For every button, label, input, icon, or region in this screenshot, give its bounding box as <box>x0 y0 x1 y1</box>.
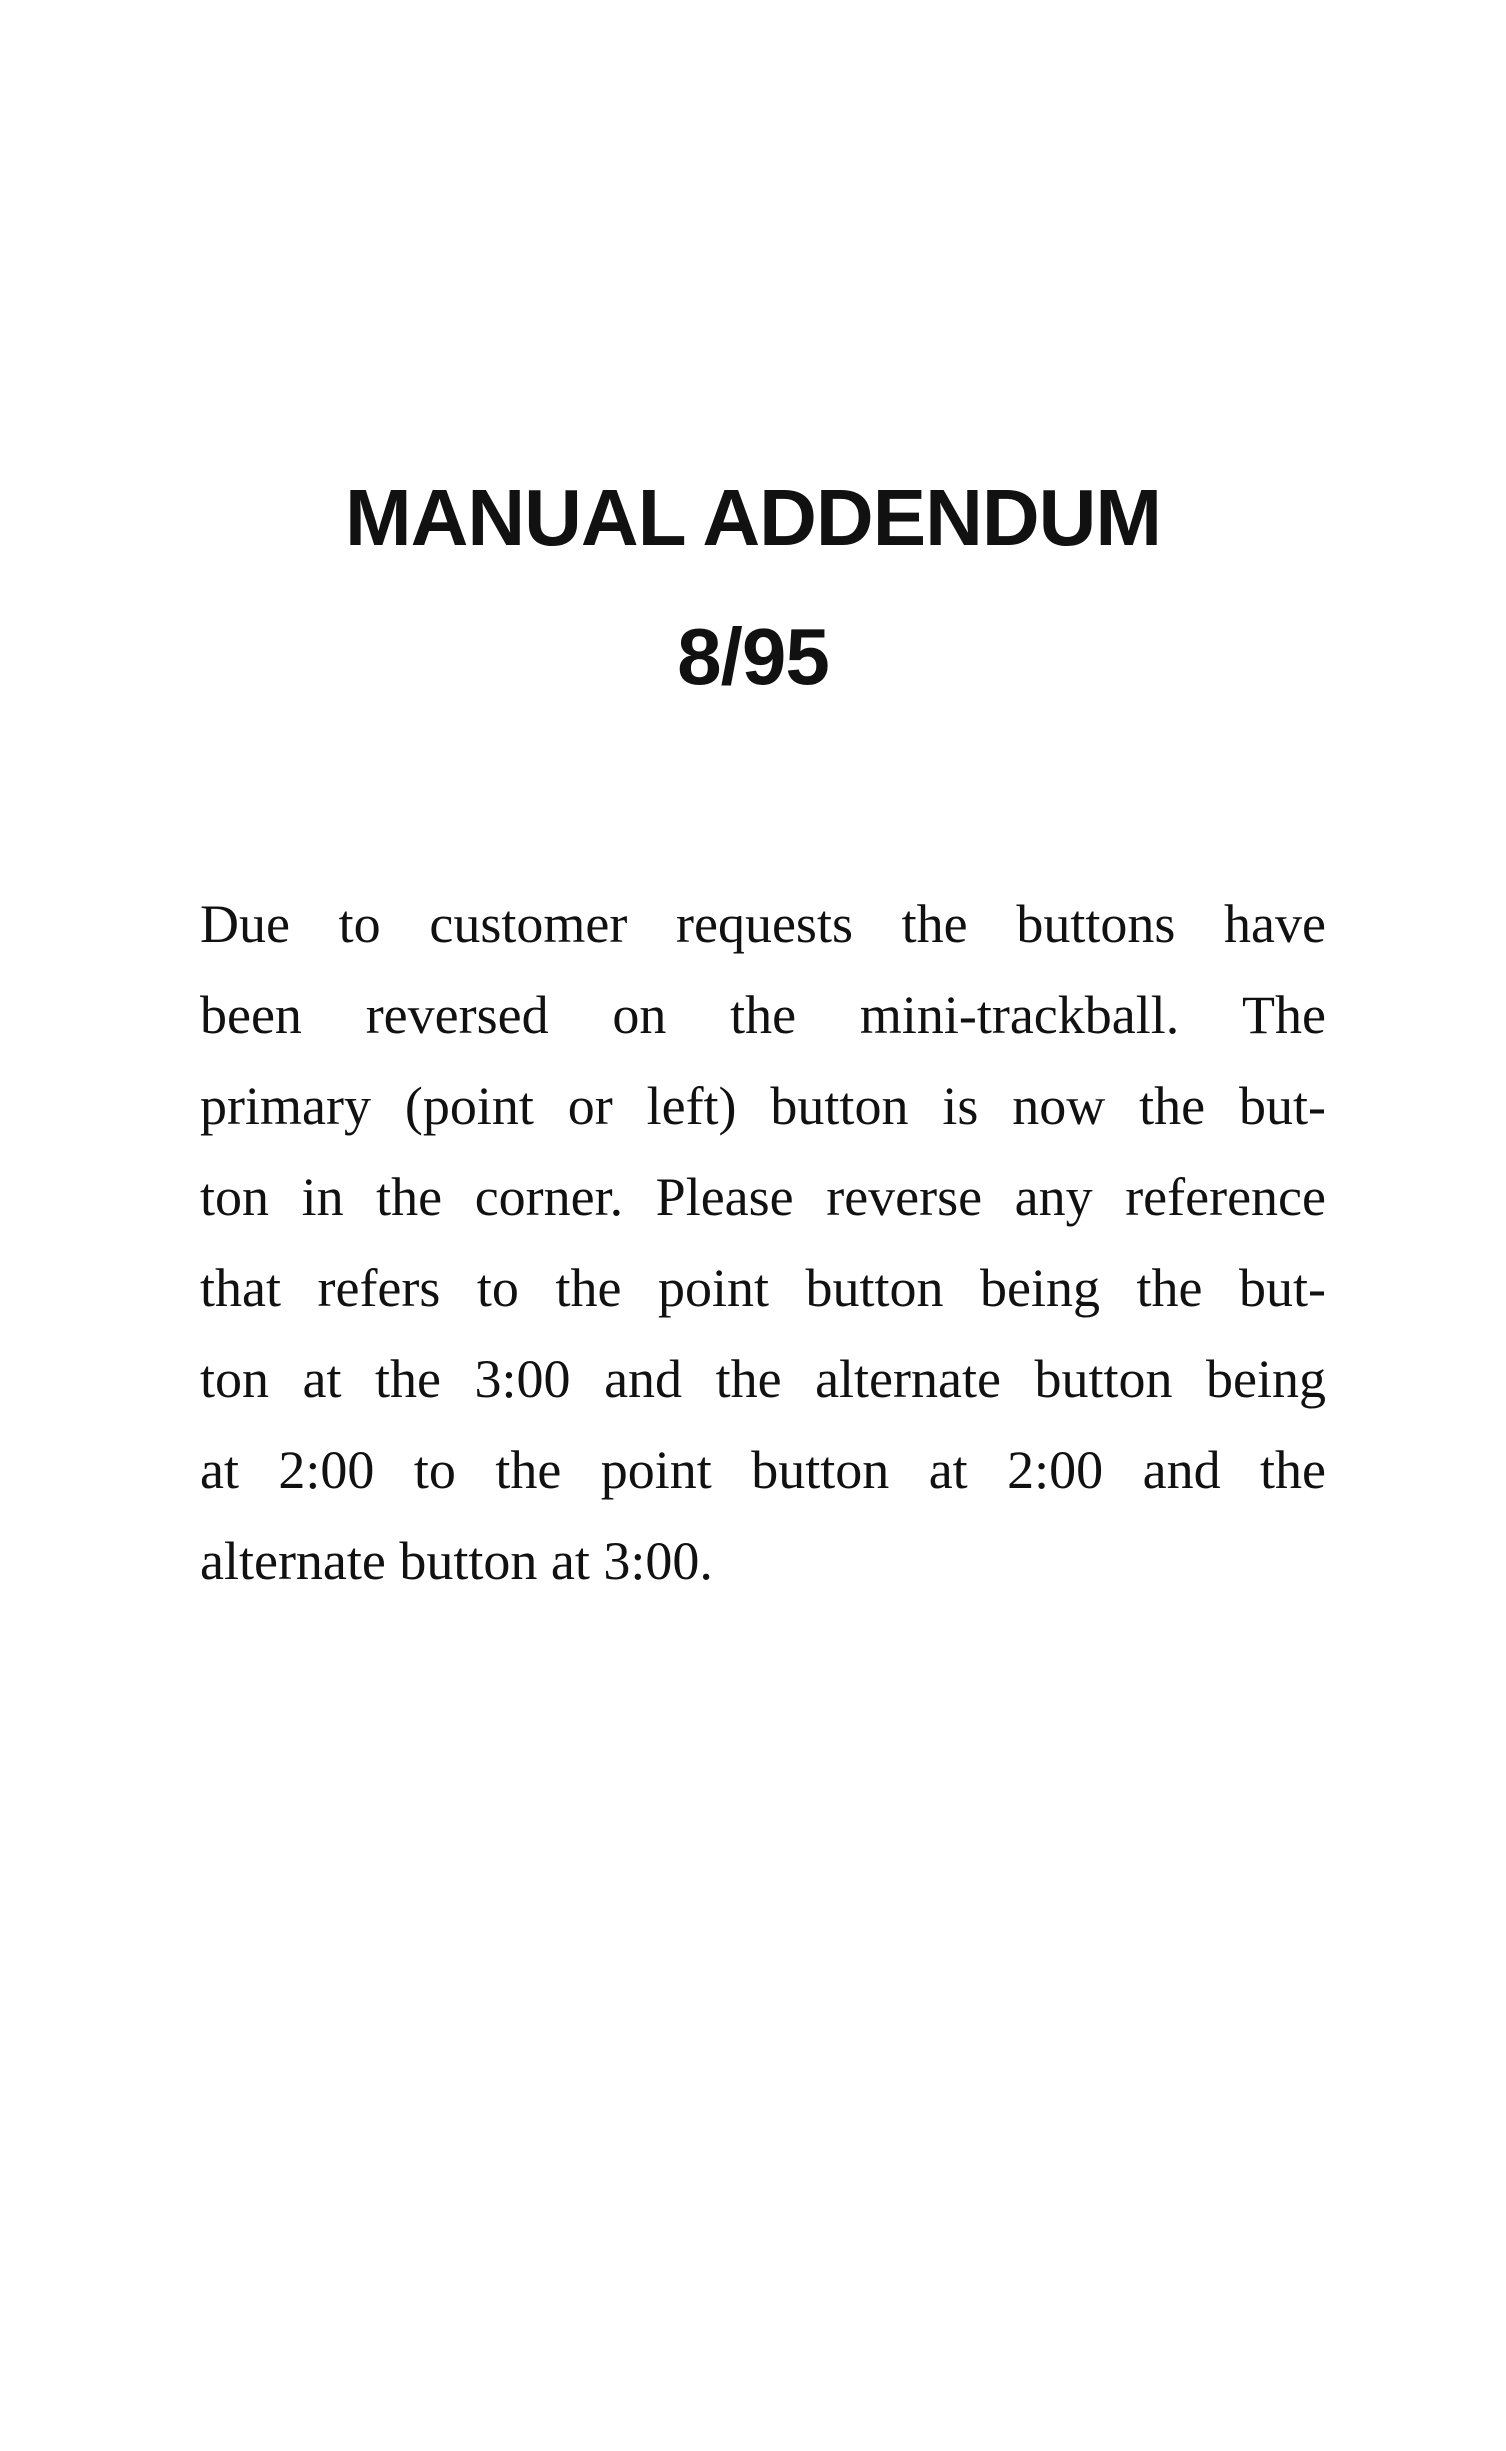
addendum-paragraph <box>200 879 1326 1607</box>
paragraph-line: at 2:00 to the point button at 2:00 and the <box>200 1440 1326 1500</box>
paragraph-line: been reversed on the mini-trackball. The <box>200 985 1326 1045</box>
document-date: 8/95 <box>677 612 829 701</box>
paragraph-line: ton in the corner. Please reverse any reference <box>200 1167 1326 1227</box>
paragraph-line: ton at the 3:00 and the alternate button being <box>200 1349 1326 1409</box>
document-title: MANUAL ADDENDUM <box>344 473 1162 562</box>
paragraph-line: alternate button at 3:00. <box>200 1531 713 1591</box>
paragraph-line: Due to customer requests the buttons have <box>200 894 1326 954</box>
paragraph-line: primary (point or left) button is now the but- <box>200 1076 1326 1136</box>
paragraph-line: that refers to the point button being the but- <box>200 1258 1326 1318</box>
